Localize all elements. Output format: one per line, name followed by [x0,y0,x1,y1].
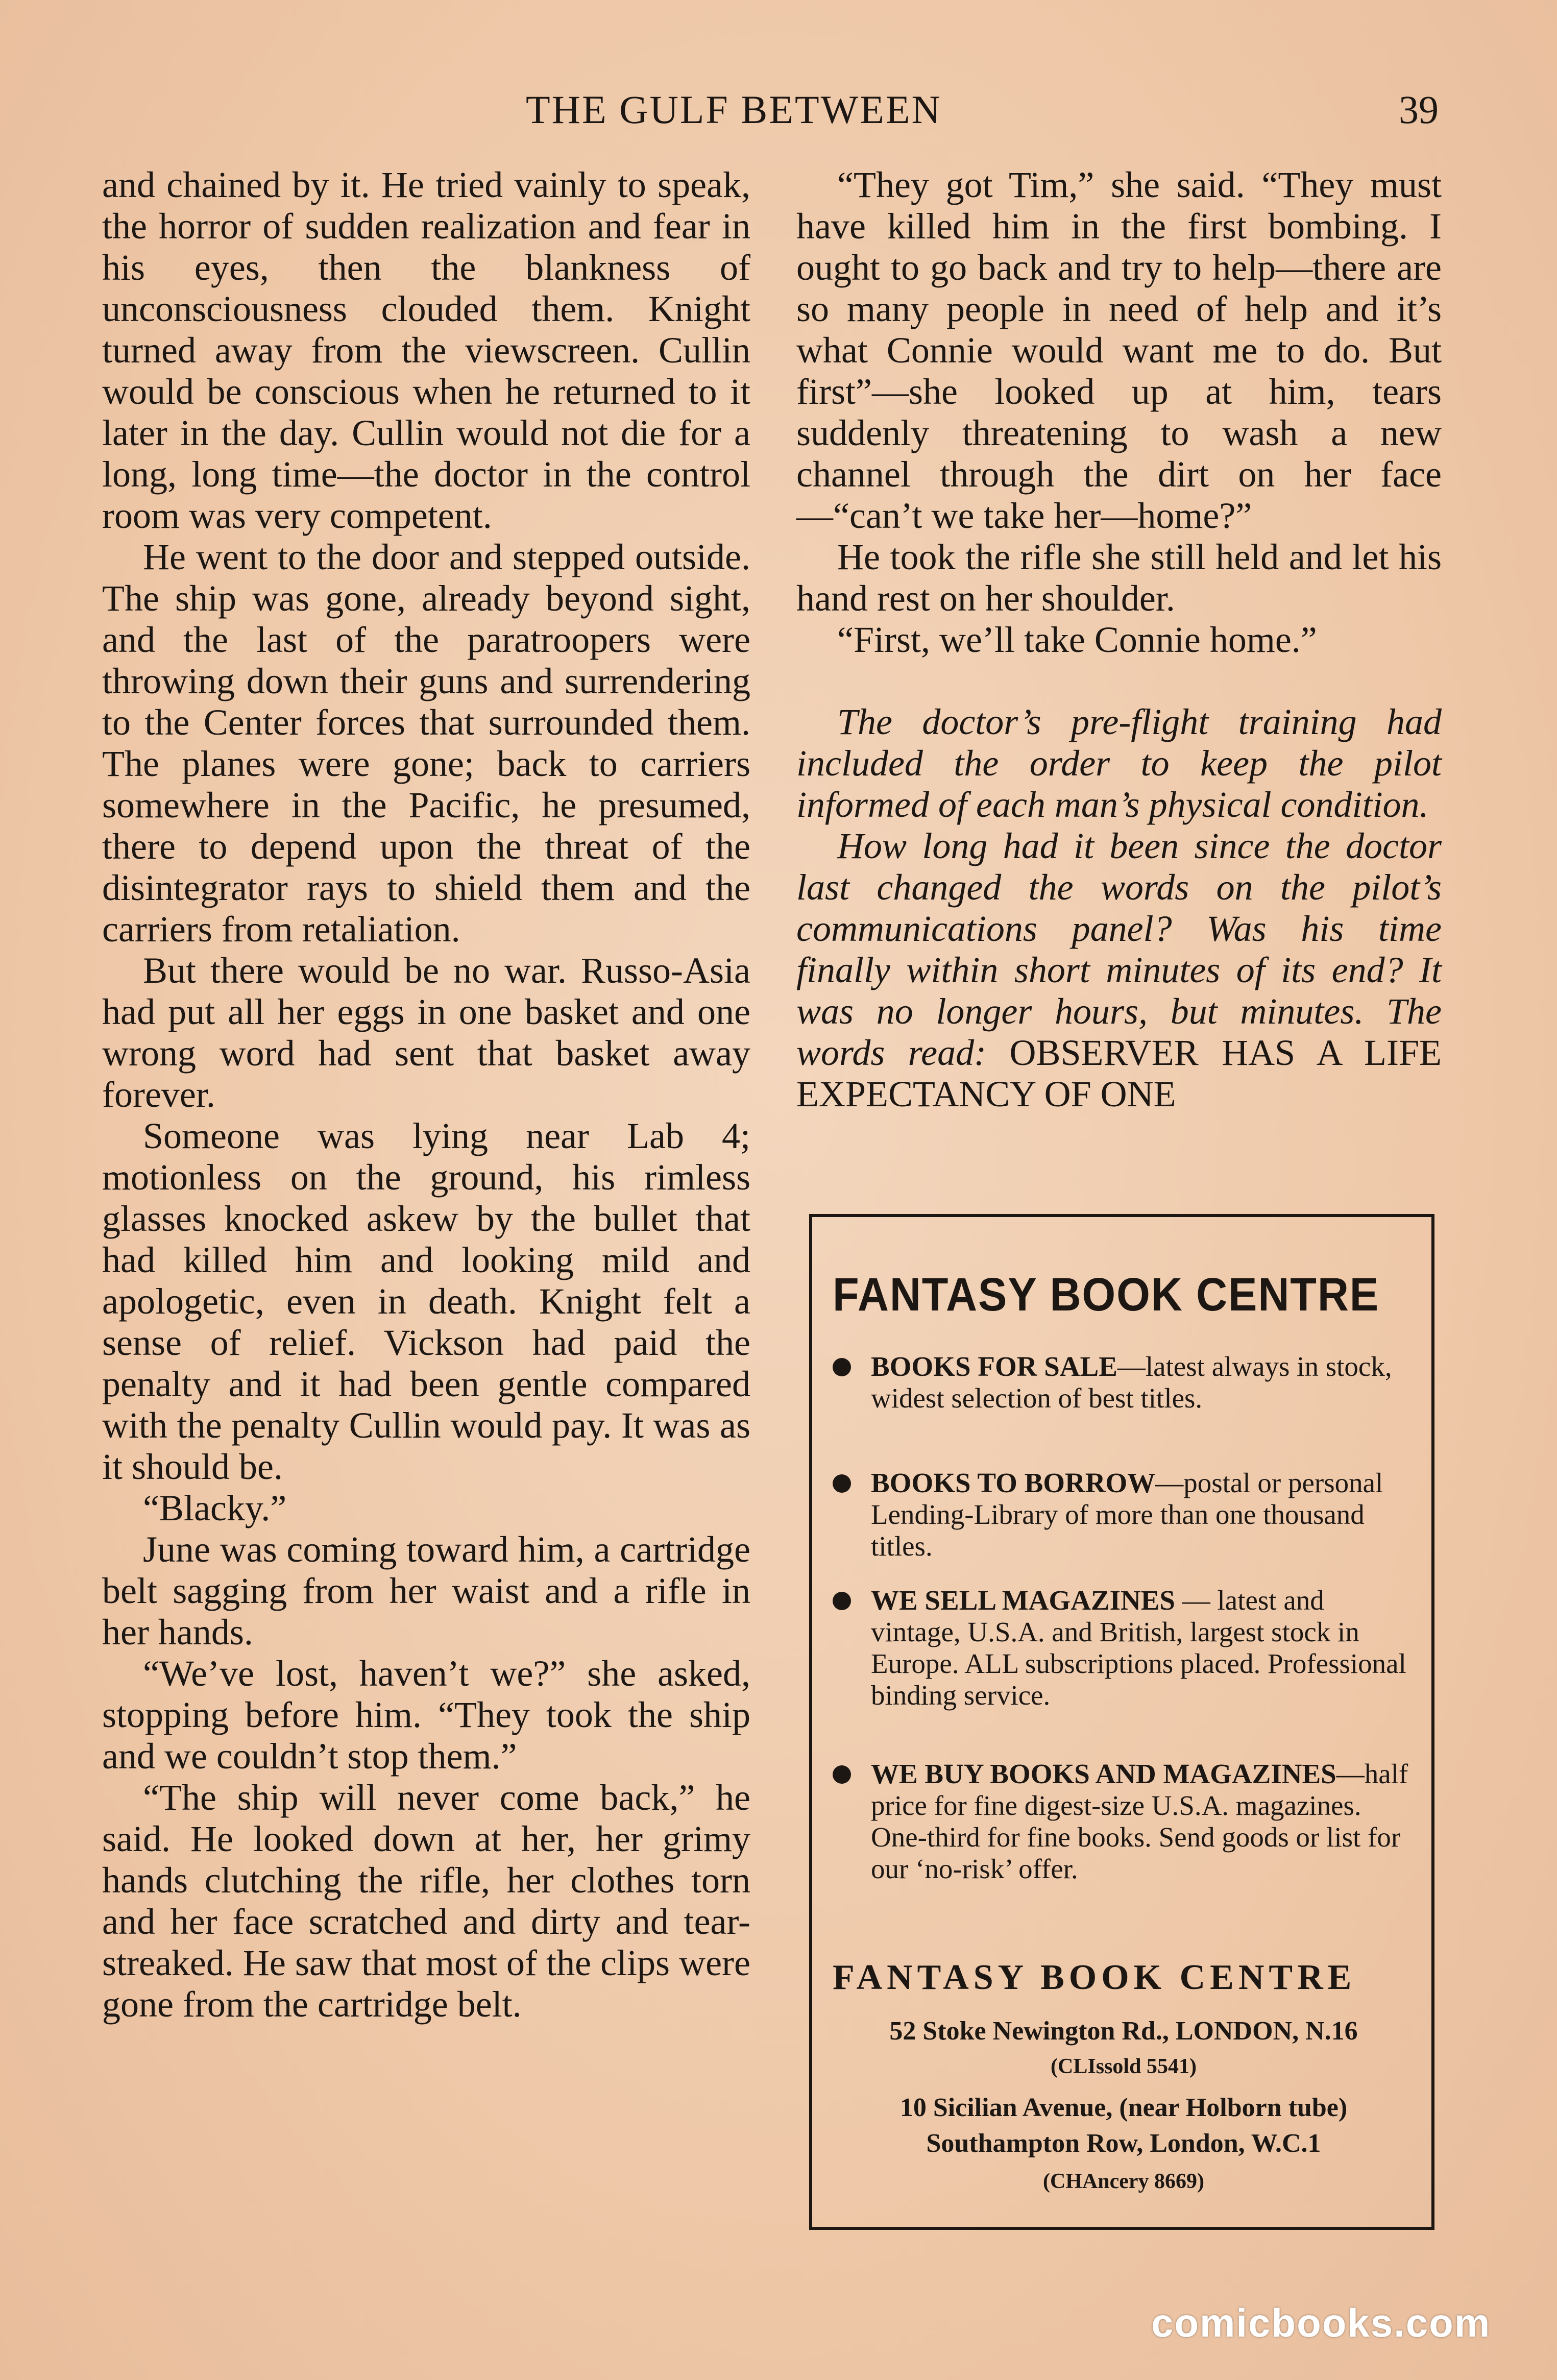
ad-phone: (CHAncery 8669) [1042,2170,1205,2193]
paragraph: “The ship will never come back,” he said. He looked down at her, her grimy hands clutching the rifle, her clothes torn and her face scratched and dirty and tear-streaked. He saw that most of the clips were gone from the cartridge belt. [102,1777,750,2025]
paragraph: But there would be no war. Russo-Asia had put all her eggs in one basket and one wrong word had sent that basket away forever. [102,950,750,1115]
paragraph: “They got Tim,” she said. “They must have killed him in the first bombing. I ought to go back and try to help—there are so many people in need of help and it’s what Connie would want me to do. But first”—she looked up at him, tears suddenly threatening to wash a new channel through the dirt on her face—“can’t we take her—home?” [796,164,1442,536]
running-title: THE GULF BETWEEN [526,87,942,132]
section-break [796,661,1442,701]
panel-words: OBSERVER HAS A LIFE EXPECTANCY OF ONE [796,1032,1442,1114]
ad-item-head: WE BUY BOOKS AND MAGAZINES [871,1758,1336,1789]
left-column [102,164,750,2025]
ad-item [833,1585,1415,1711]
ad-item-head: BOOKS TO BORROW [871,1467,1156,1498]
ad-address: 52 Stoke Newington Rd., LONDON, N.16 [889,2017,1358,2046]
paragraph: June was coming toward him, a cartridge belt sagging from her waist and a rifle in her hands. [102,1529,750,1653]
paragraph: “Blacky.” [143,1488,287,1528]
paragraph: Someone was lying near Lab 4; motionless on the ground, his rimless glasses knocked askew by the bullet that had killed him and looking mild and apologetic, even in death. Knight felt a sense of relief. Vickson had paid the penalty and it had been gentle compared with the penalty Cullin would pay. It was as it should be. [102,1115,750,1487]
site-watermark: comicbooks.com [1151,2300,1491,2345]
ad-item-body: —half price for fine digest-size U.S.A. magazines. One-third for fine books. Send goods or list for our ‘no-risk’ offer. [871,1758,1408,1884]
italic-paragraph: The doctor’s pre-flight training had included the order to keep the pilot informed of each man’s physical condition. [796,701,1442,825]
ad-item-body: —latest always in stock, widest selection of best titles. [871,1351,1392,1414]
ad-item-body: — latest and vintage, U.S.A. and British, largest stock in Europe. ALL subscriptions placed. Professional binding service. [871,1585,1406,1711]
ad-item [833,1467,1415,1562]
page-number: 39 [1399,87,1439,132]
bullet-icon [833,1592,851,1610]
paragraph: “We’ve lost, haven’t we?” she asked, stopping before him. “They took the ship and we couldn’t stop them.” [102,1653,750,1777]
ad-item [833,1758,1415,1885]
paragraph: and chained by it. He tried vainly to speak, the horror of sudden realization and fear in his eyes, then the blankness of unconsciousness clouded them. Knight turned away from the viewscreen. Cullin would be conscious when he returned to it later in the day. Cullin would not die for a long, long time—the doctor in the control room was very competent. [102,164,750,536]
ad-item-body: —postal or personal Lending-Library of more than one thousand titles. [871,1467,1383,1562]
bullet-icon [833,1474,851,1493]
right-column [796,164,1442,1115]
ad-item-head: BOOKS FOR SALE [871,1351,1117,1382]
bullet-icon [833,1765,851,1784]
ad-item [833,1351,1415,1414]
ad-address: Southampton Row, London, W.C.1 [926,2129,1321,2158]
paragraph: He went to the door and stepped outside. The ship was gone, already beyond sight, and the last of the paratroopers were throwing down their guns and surrendering to the Center forces that surrounded them. The planes were gone; back to carriers somewhere in the Pacific, he presumed, there to depend upon the threat of the disintegrator rays to shield them and the carriers from retaliation. [102,537,750,950]
italic-paragraph-with-panel [796,825,1442,1115]
ad-footer-name: FANTASY BOOK CENTRE [833,1958,1356,1997]
italic-text: How long had it been since the doctor last changed the words on the pilot’s communications panel? Was his time finally within short minutes of its end? It was no longer hours, but minutes. The words read: [796,825,1442,1073]
ad-item-head: WE SELL MAGAZINES [871,1585,1176,1616]
paragraph: He took the rifle she still held and let his hand rest on her shoulder. [796,537,1442,619]
paragraph: “First, we’ll take Connie home.” [837,619,1317,660]
bookshop-advertisement [809,1214,1434,2230]
bullet-icon [833,1358,851,1376]
ad-phone: (CLIssold 5541) [1051,2055,1197,2078]
ad-address: 10 Sicilian Avenue, (near Holborn tube) [899,2093,1348,2122]
ad-title: FANTASY BOOK CENTRE [833,1269,1380,1321]
